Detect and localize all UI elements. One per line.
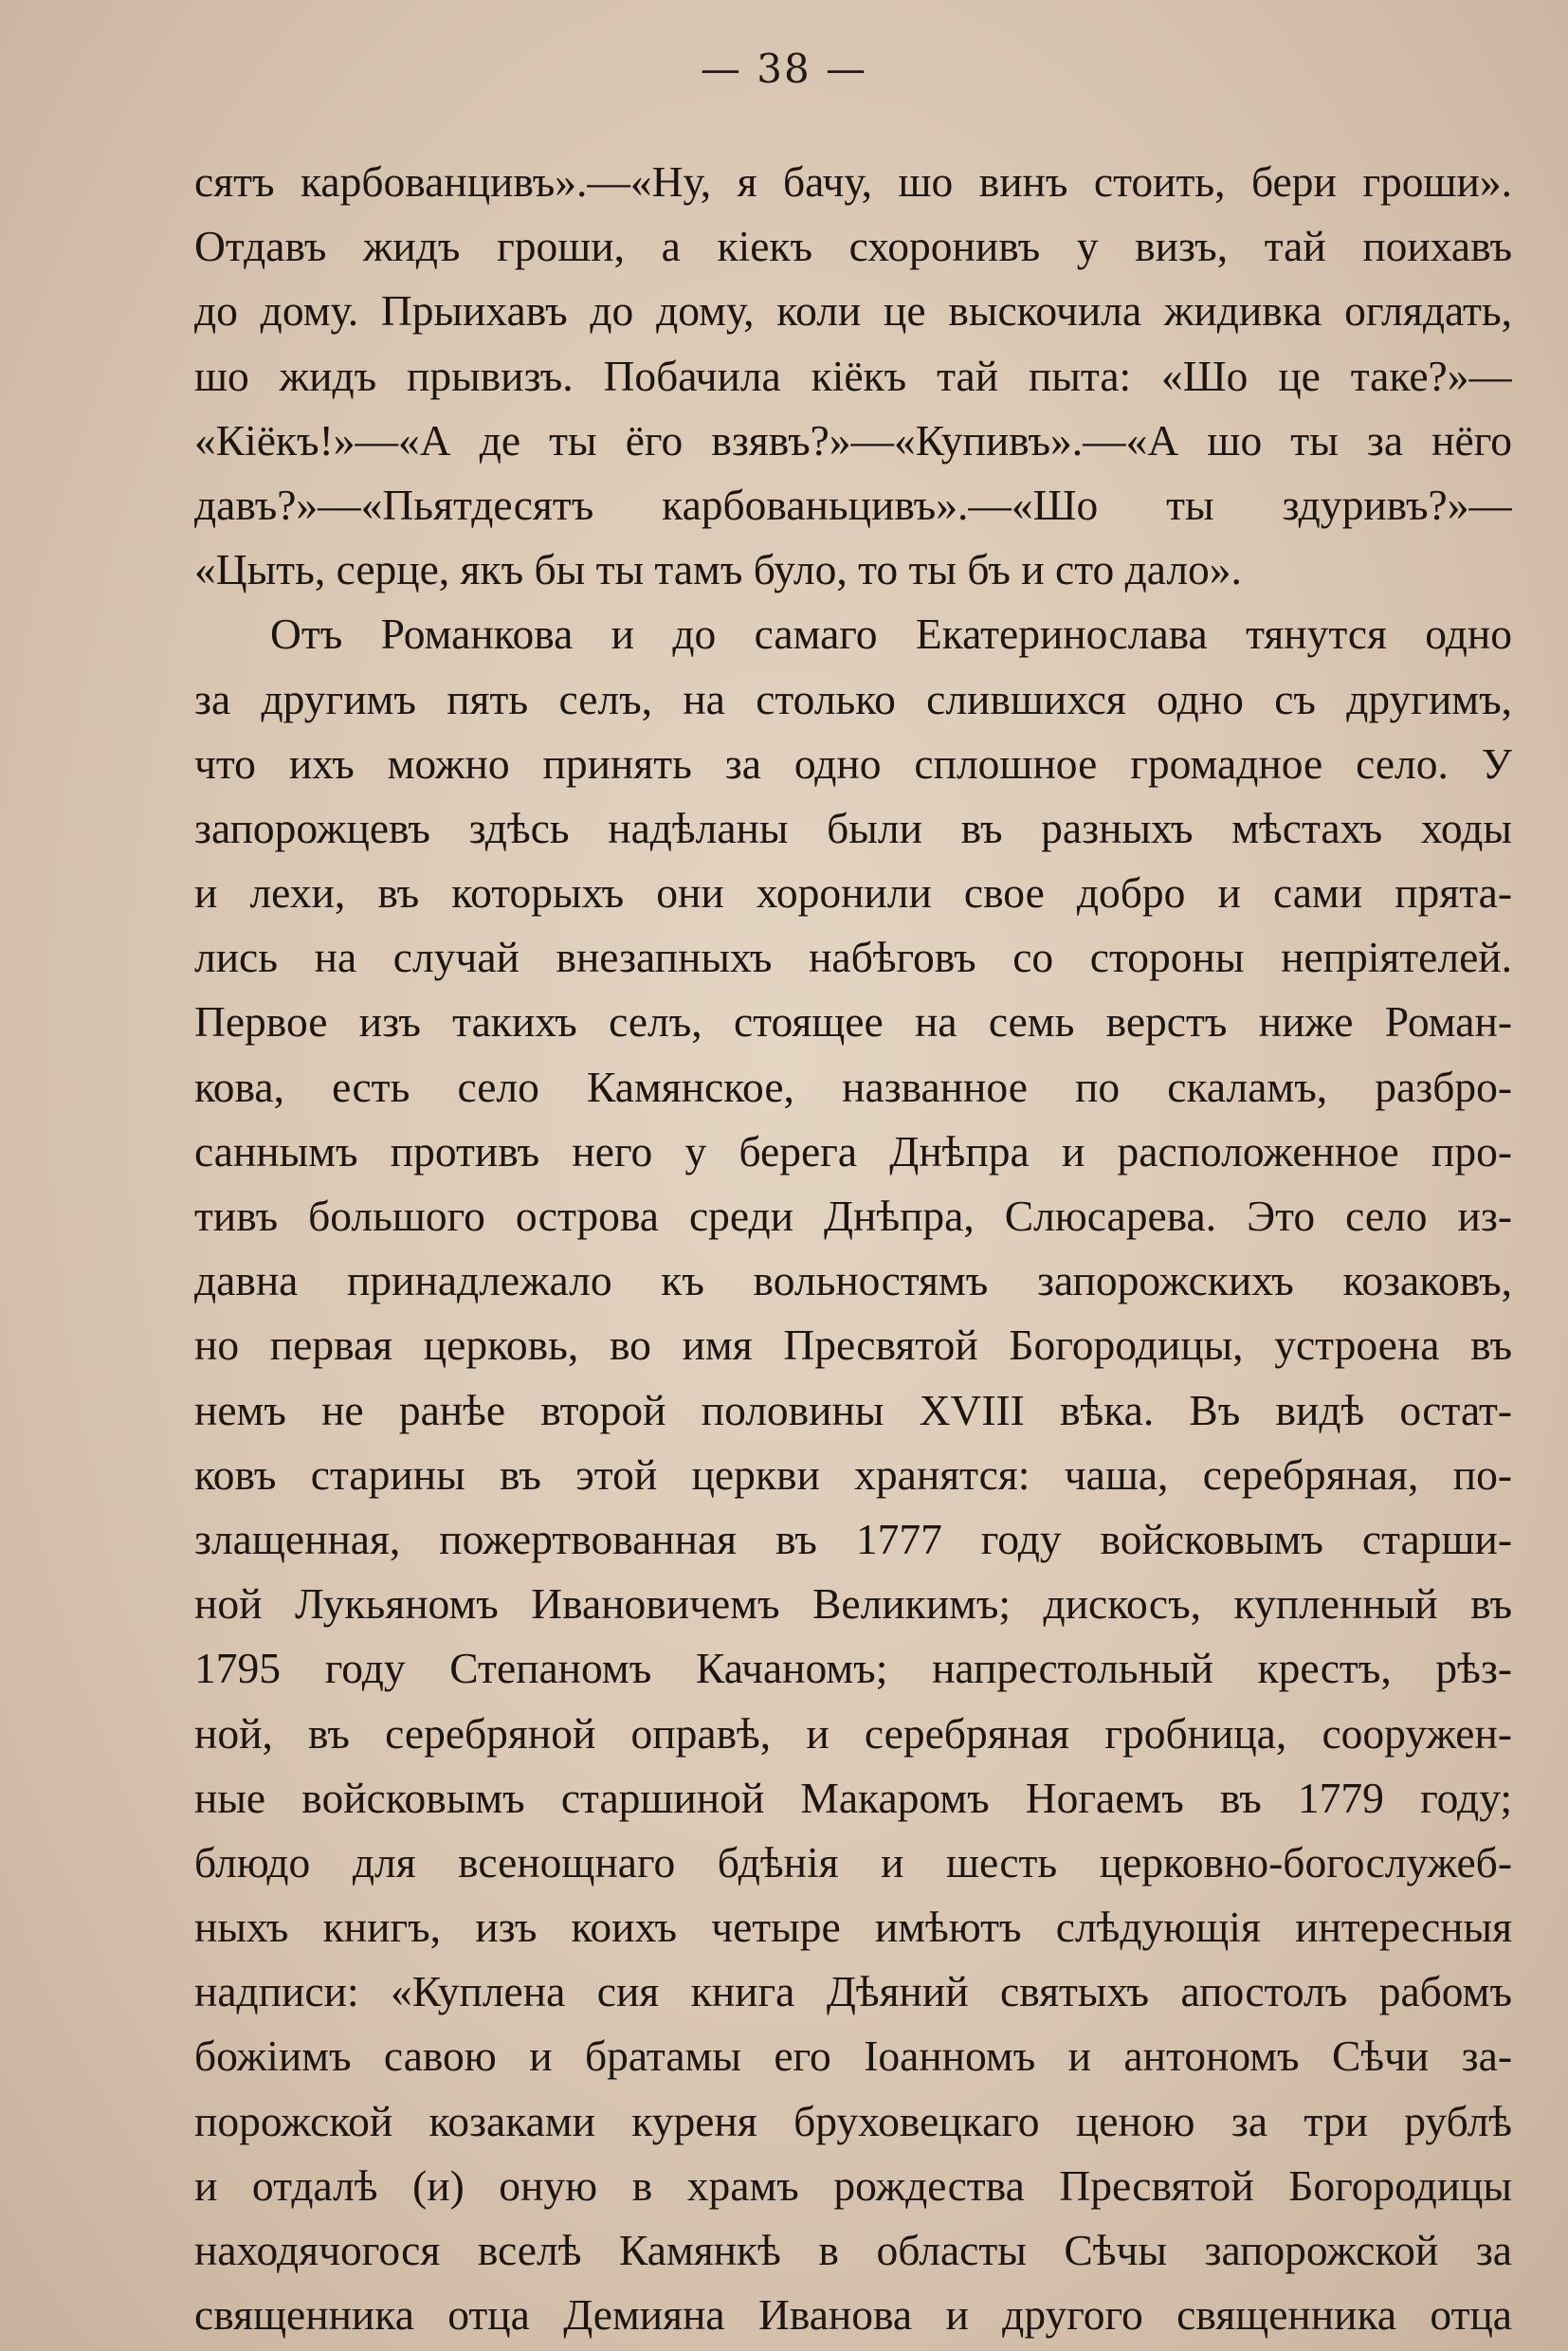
text-line: что ихъ можно принять за одно сплошное громадное село. У [194, 738, 1512, 788]
text-line: «Кiёкъ!»—«А де ты ёго взявъ?»—«Купивъ».—«А шо ты за нёго [194, 415, 1512, 465]
text-line: божiимъ савою и братамы его Iоанномъ и антономъ Сѣчи за- [194, 2032, 1512, 2081]
text-line: «Цыть, серце, якъ бы ты тамъ було, то ты бъ и сто дало». [194, 545, 1242, 594]
text-line: за другимъ пять селъ, на столько слившихся одно съ другимъ, [194, 674, 1512, 723]
text-line: сятъ карбованцивъ».—«Ну, я бачу, шо винъ стоить, бери гроши». [194, 157, 1512, 206]
text-line: тивъ большого острова среди Днѣпра, Слюсарева. Это село из- [194, 1192, 1512, 1240]
text-line: немъ не ранѣе второй половины XVIII вѣка. Въ видѣ остат- [194, 1385, 1512, 1434]
text-line: но первая церковь, во имя Пресвятой Богородицы, устроена въ [194, 1321, 1512, 1370]
text-line: священника отца Демияна Иванова и другого священника отца [194, 2290, 1512, 2340]
text-line: ковъ старины въ этой церкви хранятся: чаша, серебряная, по- [194, 1449, 1512, 1499]
text-line: саннымъ противъ него у берега Днѣпра и расположенное про- [194, 1126, 1512, 1176]
text-line: ной Лукьяномъ Ивановичемъ Великимъ; дискосъ, купленный въ [194, 1579, 1512, 1629]
text-line: до дому. Прыихавъ до дому, коли це выскочила жидивка оглядать, [194, 286, 1512, 336]
text-line: блюдо для всенощнаго бдѣнiя и шесть церковно-богослужеб- [194, 1837, 1512, 1886]
text-line: запорожцевъ здѣсь надѣланы были въ разныхъ мѣстахъ ходы [194, 803, 1512, 852]
paragraph-start-line: Отъ Романкова и до самаго Екатеринослава тянутся одно [270, 610, 1512, 659]
text-line: шо жидъ прывизъ. Побачила кiёкъ тай пыта: «Шо це таке?»— [194, 351, 1512, 400]
text-line: ные войсковымъ старшиной Макаромъ Ногаемъ въ 1779 году; [194, 1773, 1512, 1822]
text-line: и отдалѣ (и) оную в храмъ рождества Пресвятой Богородицы [194, 2160, 1512, 2210]
text-line: находячогося вселѣ Камянкѣ в областы Сѣчы запорожской за [194, 2226, 1512, 2274]
text-line: лись на случай внезапныхъ набѣговъ со стороны непрiятелей. [194, 933, 1512, 982]
text-line: Отдавъ жидъ гроши, а кiекъ схоронивъ у визъ, тай поихавъ [194, 222, 1512, 271]
text-line: ныхъ книгъ, изъ коихъ четыре имѣютъ слѣдующiя интересныя [194, 1903, 1512, 1952]
text-line: Первое изъ такихъ селъ, стоящее на семь верстъ ниже Роман- [194, 997, 1512, 1047]
body-text [194, 150, 1512, 2347]
text-line: давна принадлежало къ вольностямъ запорожскихъ козаковъ, [194, 1256, 1512, 1305]
page-number: — 38 — [700, 46, 868, 92]
text-line: порожской козаками куреня бруховецкаго ценою за три рублѣ [194, 2096, 1512, 2145]
text-line: кова, есть село Камянское, названное по скаламъ, разбро- [194, 1062, 1512, 1111]
text-line: давъ?»—«Пьятдесятъ карбованьцивъ».—«Шо ты здуривъ?»— [194, 480, 1512, 529]
text-line: злащенная, пожертвованная въ 1777 году войсковымъ старши- [194, 1514, 1512, 1563]
text-line: надписи: «Куплена сия книга Дѣяний святыхъ апостолъ рабомъ [194, 1967, 1512, 2016]
text-line: 1795 году Степаномъ Качаномъ; напрестольный крестъ, рѣз- [194, 1644, 1512, 1693]
text-line: и лехи, въ которыхъ они хоронили свое добро и сами прята- [194, 868, 1512, 918]
text-line: ной, въ серебряной оправѣ, и серебряная гробница, сооружен- [194, 1708, 1512, 1758]
